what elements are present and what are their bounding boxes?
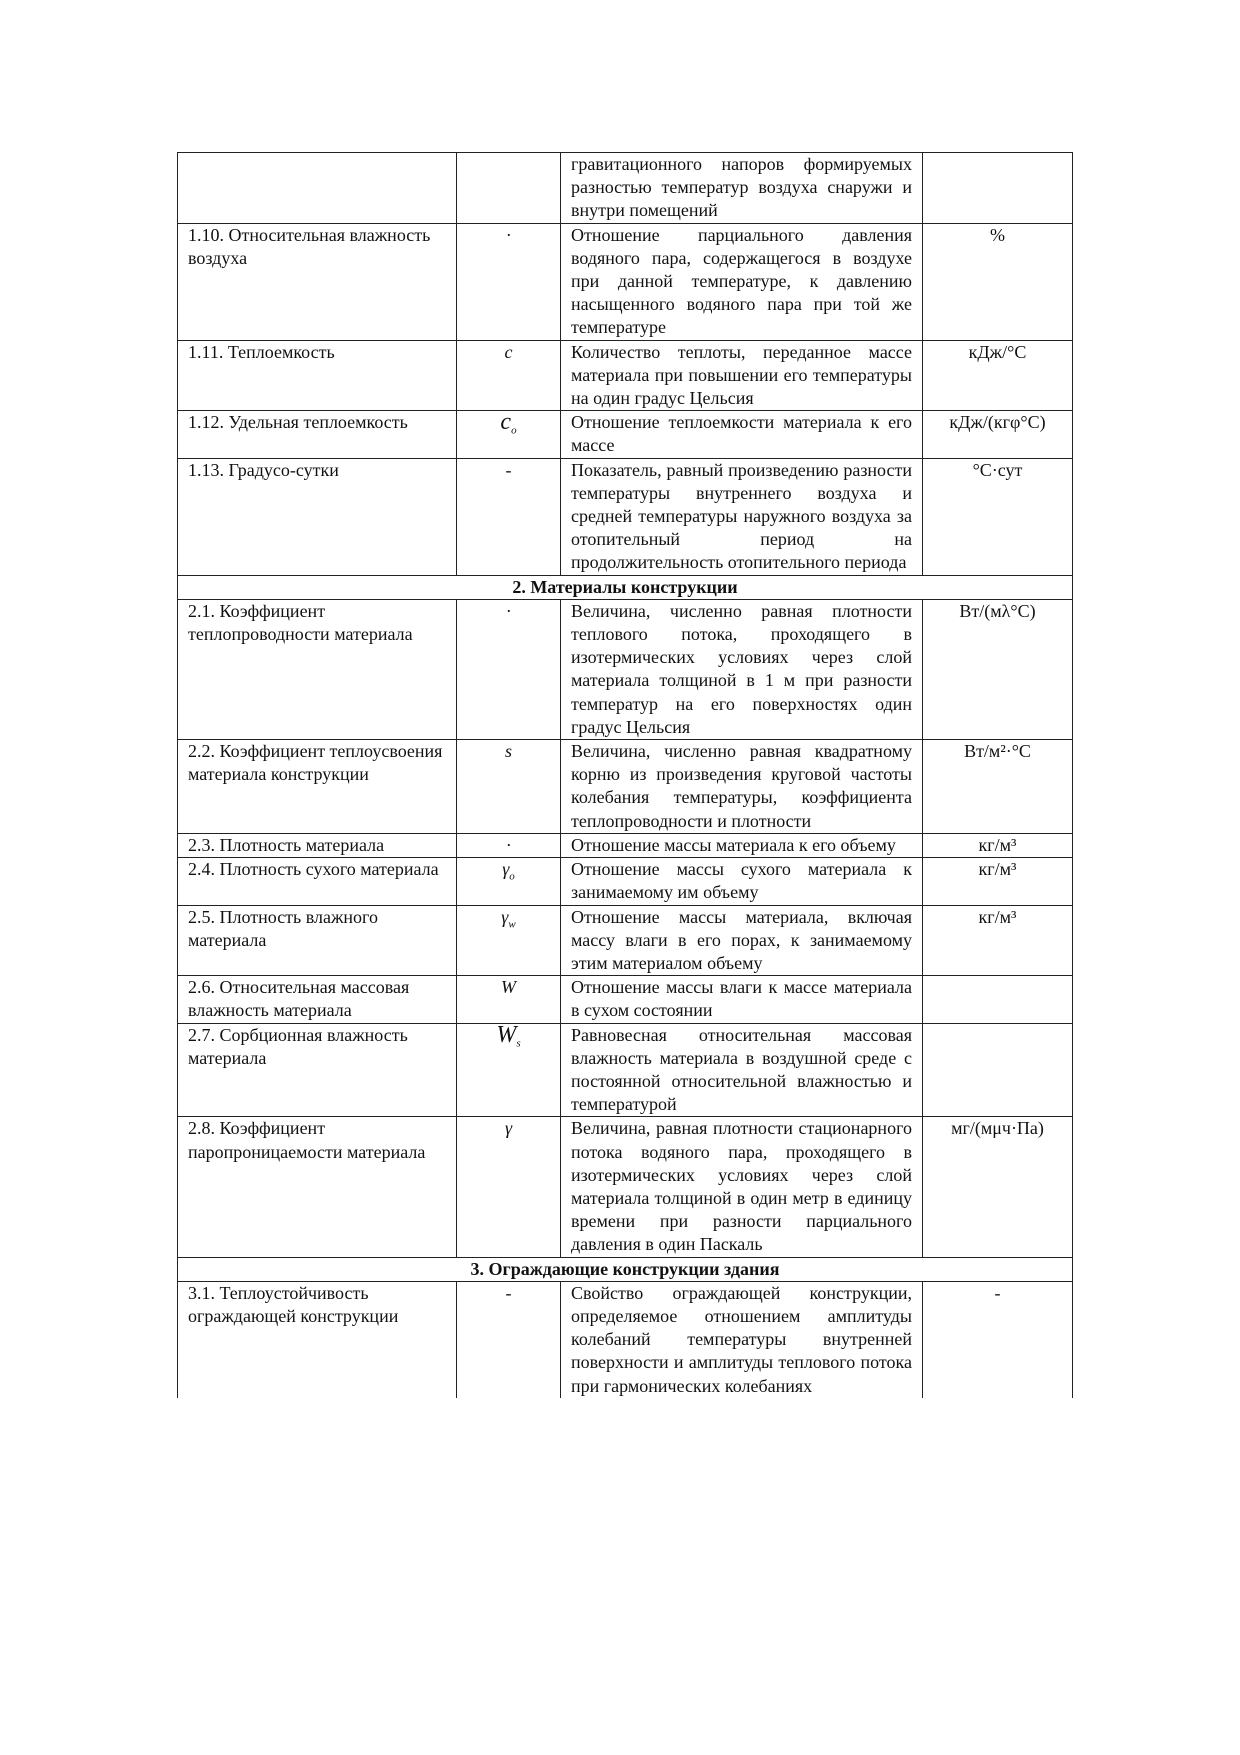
term-unit: кДж/(кгφ°С) (923, 411, 1073, 458)
term-symbol (457, 740, 561, 834)
table-row (178, 1117, 1073, 1257)
symbol-main: c (504, 341, 513, 362)
term-description: Количество теплоты, переданное массе материала при повышении его температуры на один градус Цельсия (561, 340, 923, 411)
term-description: Величина, численно равная плотности теплового потока, проходящего в изотермических условиях через слой материала толщиной в 1 м при разности температур на его поверхностях один градус Цельсия (561, 599, 923, 739)
term-name: 1.11. Теплоемкость (178, 340, 457, 411)
term-description: гравитационного напоров формируемых разностью температур воздуха снаружи и внутри помещений (561, 153, 923, 224)
term-name: 2.3. Плотность материала (178, 833, 457, 857)
symbol-main: · (506, 834, 511, 855)
symbol-subscript: o (511, 424, 517, 437)
table-row (178, 905, 1073, 976)
term-description: Отношение массы материала, включая массу влаги в его порах, к занимаемому этим материалом объему (561, 905, 923, 976)
term-unit: % (923, 223, 1073, 340)
term-symbol (457, 833, 561, 857)
table-row (178, 458, 1073, 575)
section-header-row (178, 1257, 1073, 1281)
term-name: 1.12. Удельная теплоемкость (178, 411, 457, 458)
term-unit: Вт/(мλ°С) (923, 599, 1073, 739)
term-unit: - (923, 1281, 1073, 1398)
term-name (178, 153, 457, 224)
table-row (178, 858, 1073, 905)
table-row (178, 1281, 1073, 1398)
section-title: 3. Ограждающие конструкции здания (178, 1257, 1073, 1281)
term-name: 2.4. Плотность сухого материала (178, 858, 457, 905)
table-row (178, 223, 1073, 340)
term-symbol (457, 223, 561, 340)
symbol-subscript: w (508, 918, 516, 931)
symbol-main: c (500, 409, 512, 436)
term-description: Отношение парциального давления водяного пара, содержащегося в воздухе при данной температуре, к давлению насыщенного водяного пара при той же температуре (561, 223, 923, 340)
symbol-subscript: o (509, 870, 515, 883)
table-row (178, 1023, 1073, 1117)
term-unit: °С·сут (923, 458, 1073, 575)
symbol-main: W (496, 1021, 517, 1048)
term-unit: Вт/м²·°С (923, 740, 1073, 834)
term-symbol (457, 340, 561, 411)
term-name: 1.10. Относительная влажность воздуха (178, 223, 457, 340)
term-symbol (457, 1023, 561, 1117)
term-symbol (457, 976, 561, 1023)
term-description: Свойство ограждающей конструкции, определяемое отношением амплитуды колебаний температуры внутренней поверхности и амплитуды теплового потока при гармонических колебаниях (561, 1281, 923, 1398)
term-unit: кг/м³ (923, 833, 1073, 857)
term-symbol (457, 1117, 561, 1257)
term-description: Отношение массы сухого материала к занимаемому им объему (561, 858, 923, 905)
symbol-main: γ (501, 906, 509, 927)
terms-table (177, 152, 1073, 1398)
section-header-row (178, 575, 1073, 599)
symbol-main: W (501, 977, 516, 998)
table-row (178, 153, 1073, 224)
term-unit: мг/(мμч·Па) (923, 1117, 1073, 1257)
symbol-main: - (505, 1282, 512, 1303)
term-symbol (457, 153, 561, 224)
term-unit: кг/м³ (923, 905, 1073, 976)
table-row (178, 976, 1073, 1023)
term-description: Равновесная относительная массовая влажность материала в воздушной среде с постоянной относительной влажностью и температурой (561, 1023, 923, 1117)
table-row (178, 340, 1073, 411)
table-row (178, 833, 1073, 857)
term-description: Отношение теплоемкости материала к его массе (561, 411, 923, 458)
term-description: Показатель, равный произведению разности температуры внутреннего воздуха и средней температуры наружного воздуха за отопительный период на продолжительность отопительного периода (561, 458, 923, 575)
term-name: 2.1. Коэффициент теплопроводности материала (178, 599, 457, 739)
term-unit: кДж/°С (923, 340, 1073, 411)
term-name: 1.13. Градусо-сутки (178, 458, 457, 575)
table-row (178, 411, 1073, 458)
table-row (178, 740, 1073, 834)
term-symbol (457, 858, 561, 905)
symbol-main: γ (502, 859, 510, 880)
term-unit: кг/м³ (923, 858, 1073, 905)
term-name: 3.1. Теплоустойчивость ограждающей конструкции (178, 1281, 457, 1398)
symbol-main: γ (504, 1118, 513, 1139)
term-symbol (457, 1281, 561, 1398)
term-name: 2.2. Коэффициент теплоусвоения материала конструкции (178, 740, 457, 834)
term-description: Отношение массы влаги к массе материала в сухом состоянии (561, 976, 923, 1023)
symbol-main: · (506, 600, 511, 621)
symbol-main: - (505, 459, 512, 480)
term-description: Величина, равная плотности стационарного потока водяного пара, проходящего в изотермических условиях через слой материала толщиной в один метр в единицу времени при разности парциального давления в один Паскаль (561, 1117, 923, 1257)
term-name: 2.8. Коэффициент паропроницаемости материала (178, 1117, 457, 1257)
term-name: 2.6. Относительная массовая влажность материала (178, 976, 457, 1023)
symbol-main: s (504, 741, 512, 762)
term-unit (923, 153, 1073, 224)
term-symbol (457, 599, 561, 739)
term-symbol (457, 458, 561, 575)
section-title: 2. Материалы конструкции (178, 575, 1073, 599)
symbol-subscript: s (516, 1037, 521, 1050)
term-name: 2.7. Сорбционная влажность материала (178, 1023, 457, 1117)
symbol-main: · (506, 224, 511, 245)
table-row (178, 599, 1073, 739)
term-description: Величина, численно равная квадратному корню из произведения круговой частоты колебания температуры, коэффициента теплопроводности и плотности (561, 740, 923, 834)
term-name: 2.5. Плотность влажного материала (178, 905, 457, 976)
term-description: Отношение массы материала к его объему (561, 833, 923, 857)
term-unit (923, 976, 1073, 1023)
term-symbol (457, 411, 561, 458)
term-unit (923, 1023, 1073, 1117)
term-symbol (457, 905, 561, 976)
